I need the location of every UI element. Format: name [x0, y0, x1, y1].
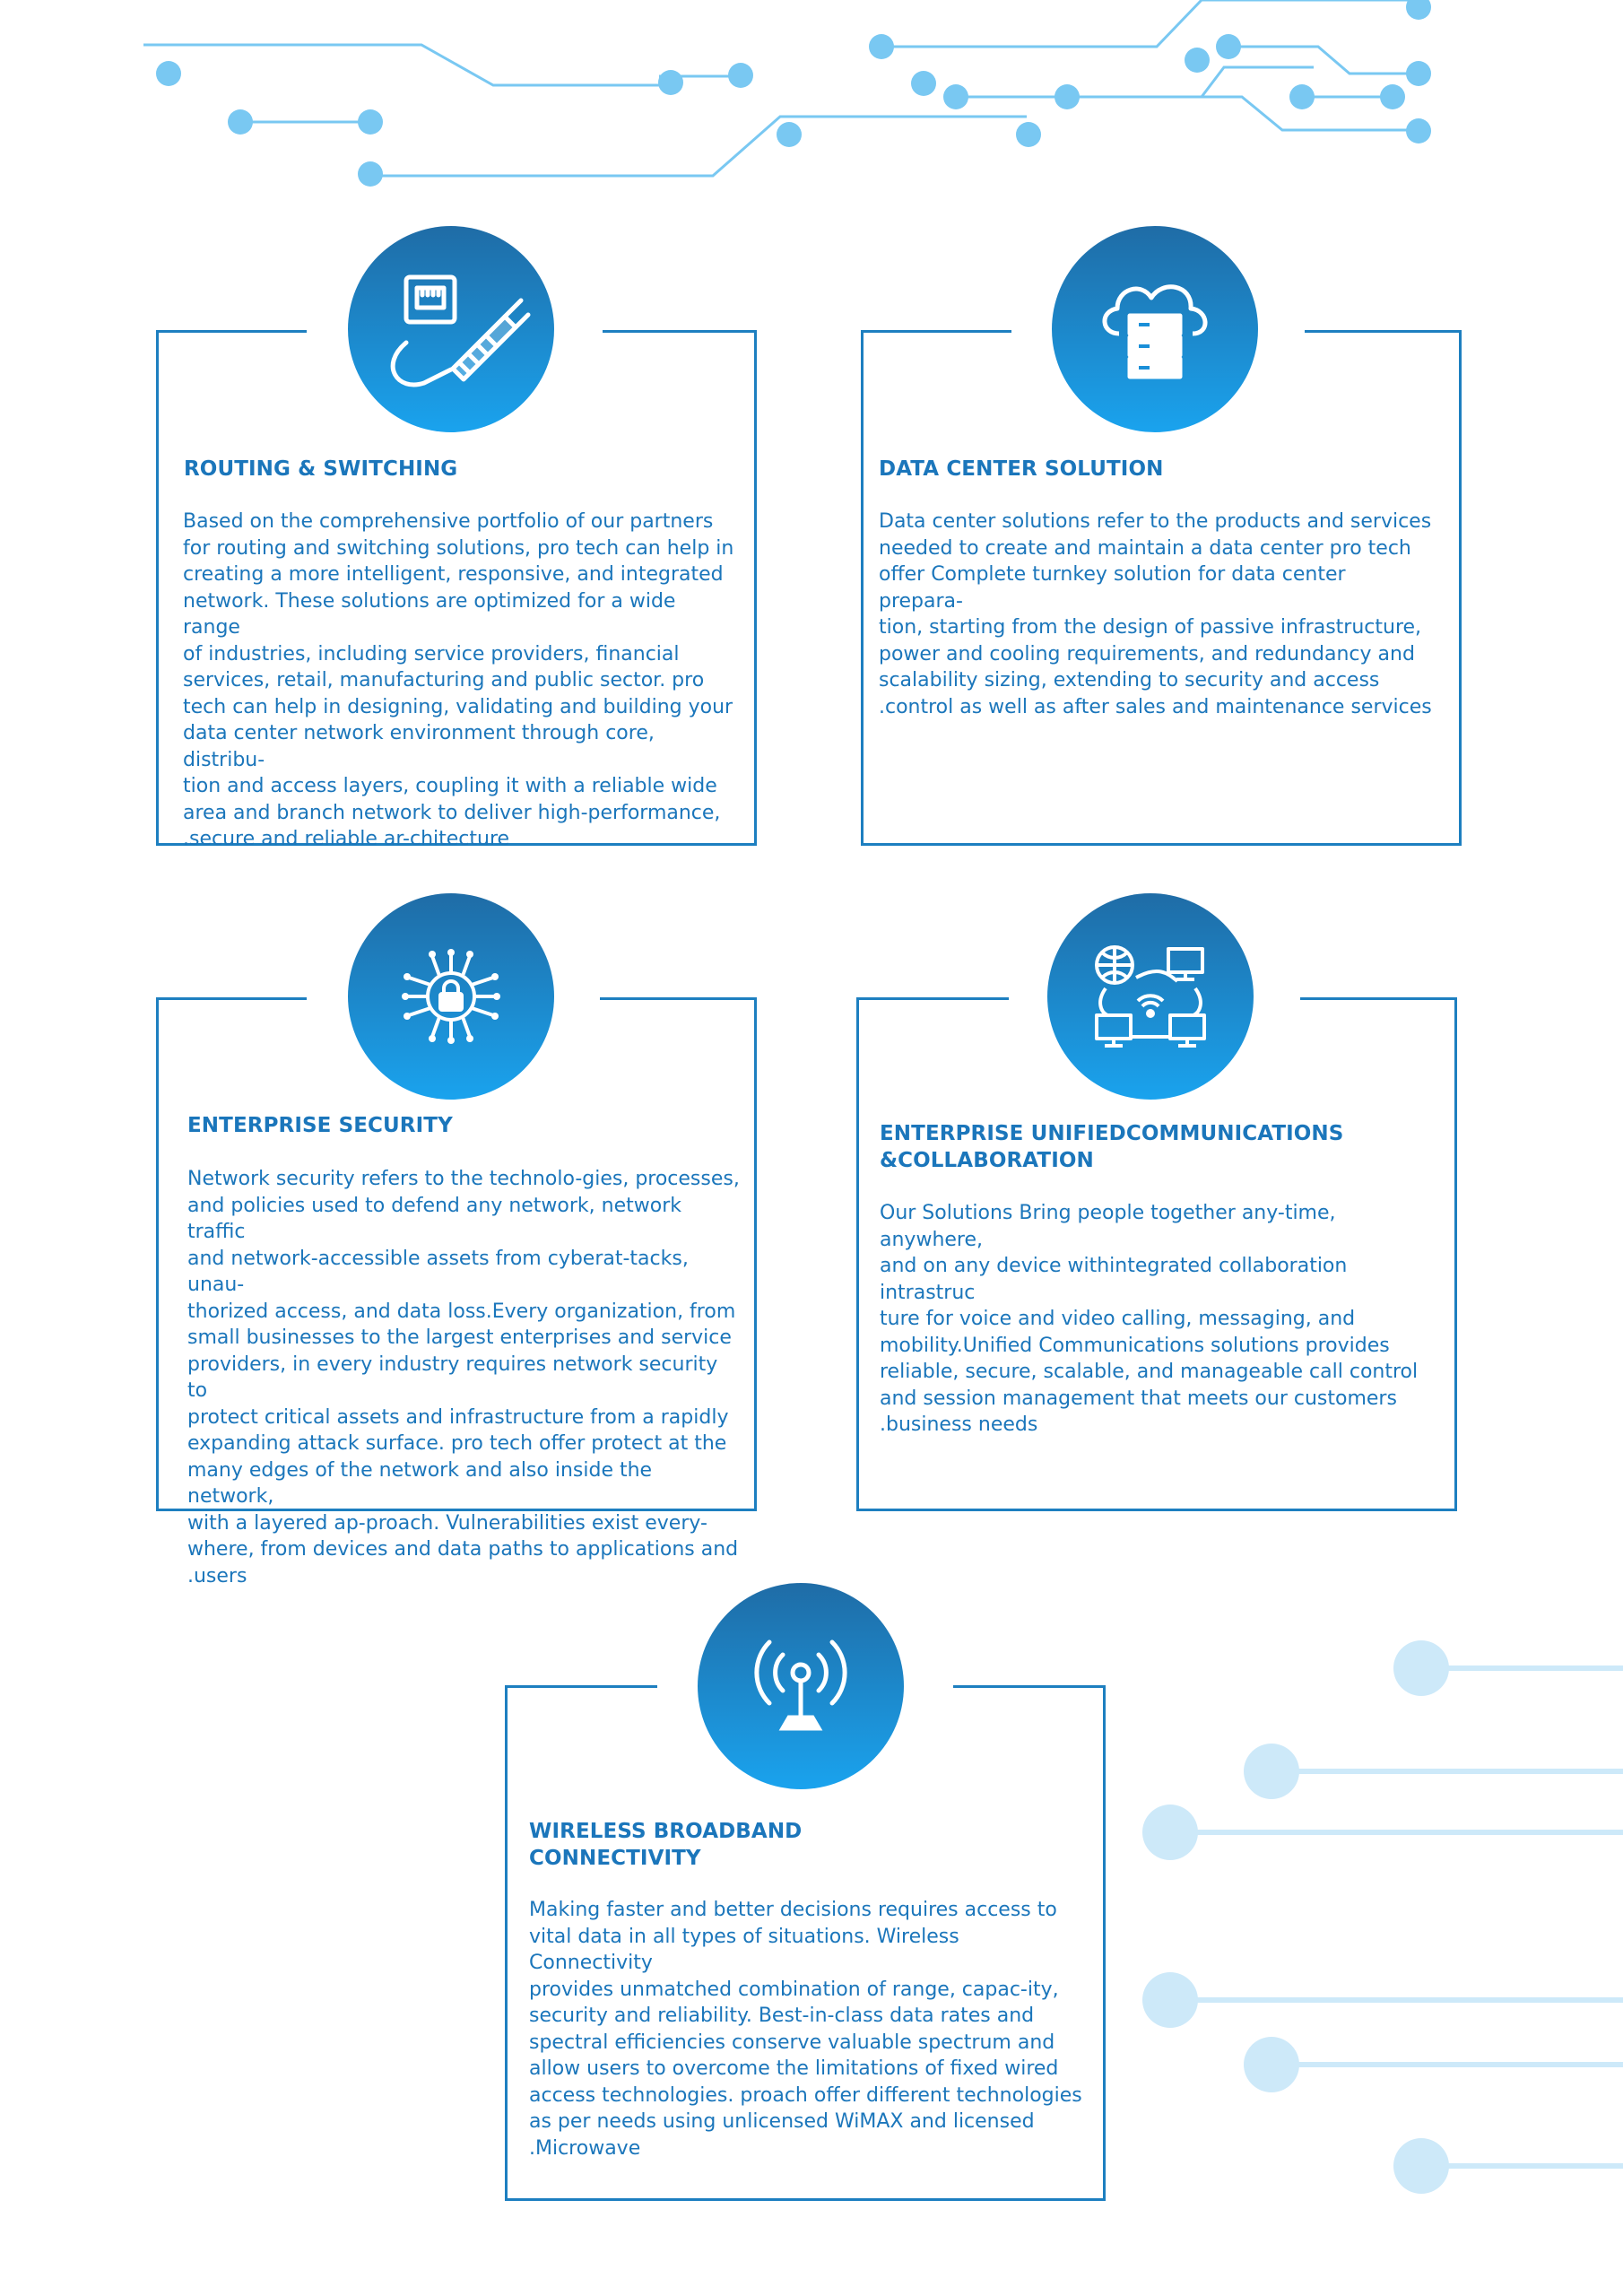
unified-communications-title: ENTERPRISE UNIFIEDCOMMUNICATIONS &COLLABORATION — [880, 1122, 1344, 1172]
data-center-icon-circle — [1052, 226, 1258, 432]
unified-communications-body: Our Solutions Bring people together any-time, anywhere, and on any device withintegrated collaboration intrastruc ture for voice and video calling, messaging, and mobility.Unified Communications solutions provides reliable, secure, scalable, and manageable call control and session management that meets our customers .business needs — [880, 1202, 1419, 1436]
wireless-broadband-body: Making faster and better decisions requires access to vital data in all types of situations. Wireless Connectivity provides unmatched combination of range, capac-ity, security and reliability. Best-in-class data rates and spectral efficiencies conserve valuable spectrum and allow users to overcome the limitations of fixed wired access technologies. proach offer different technologies as per needs using unlicensed WiMAX and licensed .Microwave — [529, 1899, 1082, 2160]
cloud-server-icon — [1092, 271, 1218, 387]
wireless-broadband-title: WIRELESS BROADBAND CONNECTIVITY — [529, 1820, 803, 1870]
network-devices-icon — [1088, 938, 1213, 1055]
enterprise-security-body: Network security refers to the technolo-gies, processes, and policies used to defend any network, network traffic and network-accessible assets from cyberat-tacks, unau- thorized access, and data loss.Every organization, from small businesses to the largest enterprises and service providers, in every industry requires network security to protect critical assets and infrastructure from a rapidly expanding attack surface. pro tech offer protect at the many edges of the network and also inside the network, with a layered ap-proach. Vulnerabilities exist every- where, from devices and data paths to applications and .users — [187, 1168, 740, 1587]
wireless-antenna-icon — [742, 1628, 859, 1744]
circuit-decoration-top — [0, 0, 1623, 233]
data-center-title: DATA CENTER SOLUTION — [879, 457, 1164, 481]
circuit-lock-icon — [393, 938, 509, 1055]
routing-switching-icon-circle — [348, 226, 554, 432]
enterprise-security-icon-circle — [348, 893, 554, 1100]
routing-switching-title: ROUTING & SWITCHING — [184, 457, 458, 481]
data-center-body: Data center solutions refer to the products and services needed to create and maintain a data center pro tech offer Complete turnkey solution for data center prepara- tion, starting from the design of passive infrastructure, power and cooling requirements, and redundancy and scalability sizing, extending to security and access .control as well as after sales and maintenance services — [879, 510, 1432, 718]
ethernet-cable-icon — [370, 257, 532, 401]
wireless-broadband-icon-circle — [698, 1583, 904, 1789]
enterprise-security-title: ENTERPRISE SECURITY — [187, 1114, 453, 1137]
unified-communications-icon-circle — [1047, 893, 1254, 1100]
routing-switching-body: Based on the comprehensive portfolio of our partners for routing and switching solutions, pro tech can help in creating a more intelligent, responsive, and integrated network. These solutions are optimized for a wide range of industries, including service providers, financial services, retail, manufacturing and public sector. pro tech can help in designing, validating and building your data center network environment through core, distribu- tion and access layers, coupling it with a reliable wide area and branch network to deliver high-performance, .secure and reliable ar-chitecture — [183, 510, 734, 850]
